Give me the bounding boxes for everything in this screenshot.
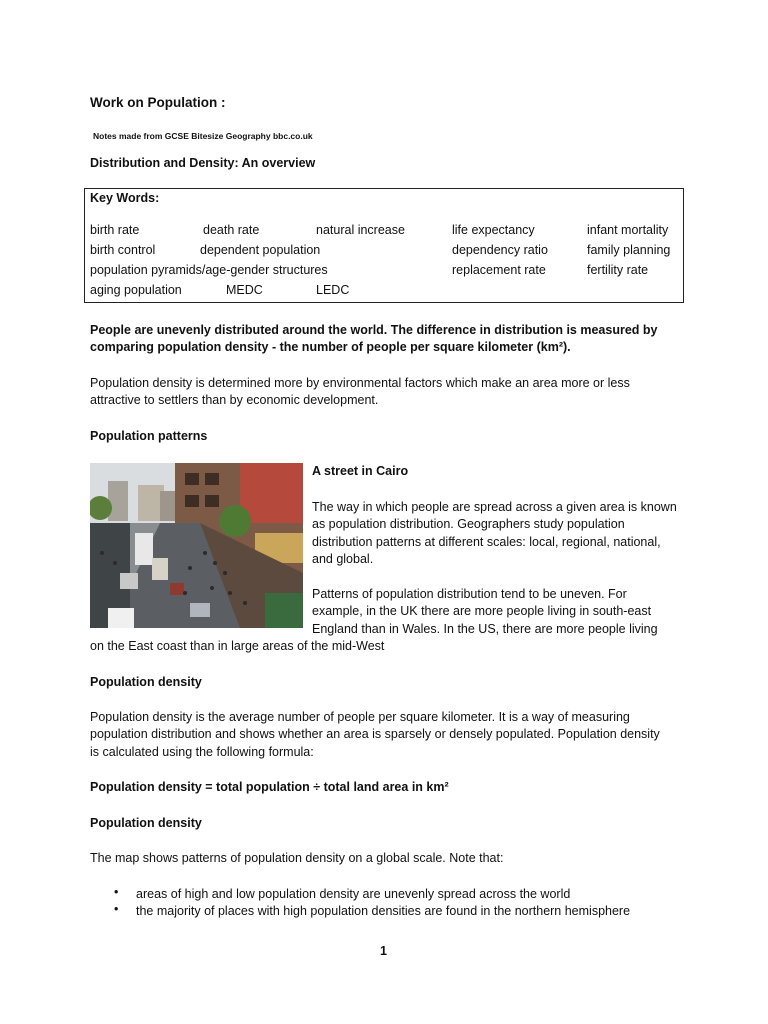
key-word: dependent population: [200, 243, 321, 257]
density-line: population distribution and shows whether an area is sparsely or densely populated. Population density: [90, 727, 660, 741]
key-words-heading: Key Words:: [90, 191, 160, 205]
key-word: infant mortality: [587, 223, 669, 237]
intro-line: comparing population density - the number of people per square kilometer (km²).: [90, 340, 571, 354]
key-word: birth rate: [90, 223, 140, 237]
key-word: birth control: [90, 243, 156, 257]
key-word: population pyramids/age-gender structures: [90, 263, 328, 277]
patterns-line: example, in the UK there are more people living in south-east: [312, 604, 652, 618]
key-word: aging population: [90, 283, 182, 297]
density-line: is calculated using the following formula:: [90, 745, 314, 759]
density-heading: Population density: [90, 675, 202, 689]
bullet-icon: •: [114, 885, 119, 899]
patterns-line: as population distribution. Geographers study population: [312, 517, 625, 531]
document-title: Work on Population :: [90, 95, 226, 110]
bullet-item: areas of high and low population density are unevenly spread across the world: [136, 887, 571, 901]
patterns-line: and global.: [312, 552, 374, 566]
key-word: fertility rate: [587, 263, 649, 277]
intro-line: attractive to settlers than by economic development.: [90, 393, 379, 407]
intro-line: People are unevenly distributed around the world. The difference in distribution is measured by: [90, 323, 658, 337]
key-word: MEDC: [226, 283, 263, 297]
source-note: Notes made from GCSE Bitesize Geography bbc.co.uk: [93, 131, 313, 141]
key-word: dependency ratio: [452, 243, 548, 257]
density2-intro: The map shows patterns of population density on a global scale. Note that:: [90, 851, 504, 865]
patterns-line: Patterns of population distribution tend to be uneven. For: [312, 587, 627, 601]
key-word: replacement rate: [452, 263, 546, 277]
patterns-line: on the East coast than in large areas of the mid-West: [90, 639, 385, 653]
density-formula: Population density = total population ÷ total land area in km²: [90, 780, 449, 794]
key-word: family planning: [587, 243, 671, 257]
key-word: LEDC: [316, 283, 350, 297]
patterns-line: England than in Wales. In the US, there are more people living: [312, 622, 658, 636]
bullet-icon: •: [114, 902, 119, 916]
patterns-line: distribution patterns at different scales: local, regional, national,: [312, 535, 661, 549]
bullet-item: the majority of places with high population densities are found in the northern hemisphere: [136, 904, 631, 918]
key-word: natural increase: [316, 223, 405, 237]
intro-line: Population density is determined more by environmental factors which make an area more or less: [90, 376, 630, 390]
key-word: life expectancy: [452, 223, 535, 237]
photo-caption: A street in Cairo: [312, 464, 409, 478]
patterns-heading: Population patterns: [90, 429, 208, 443]
section-title: Distribution and Density: An overview: [90, 156, 316, 170]
key-word: death rate: [203, 223, 260, 237]
page-number: 1: [380, 944, 387, 958]
cairo-street-photo: [90, 463, 303, 628]
density-line: Population density is the average number of people per square kilometer. It is a way of measuring: [90, 710, 630, 724]
density2-heading: Population density: [90, 816, 202, 830]
patterns-line: The way in which people are spread across a given area is known: [312, 500, 677, 514]
